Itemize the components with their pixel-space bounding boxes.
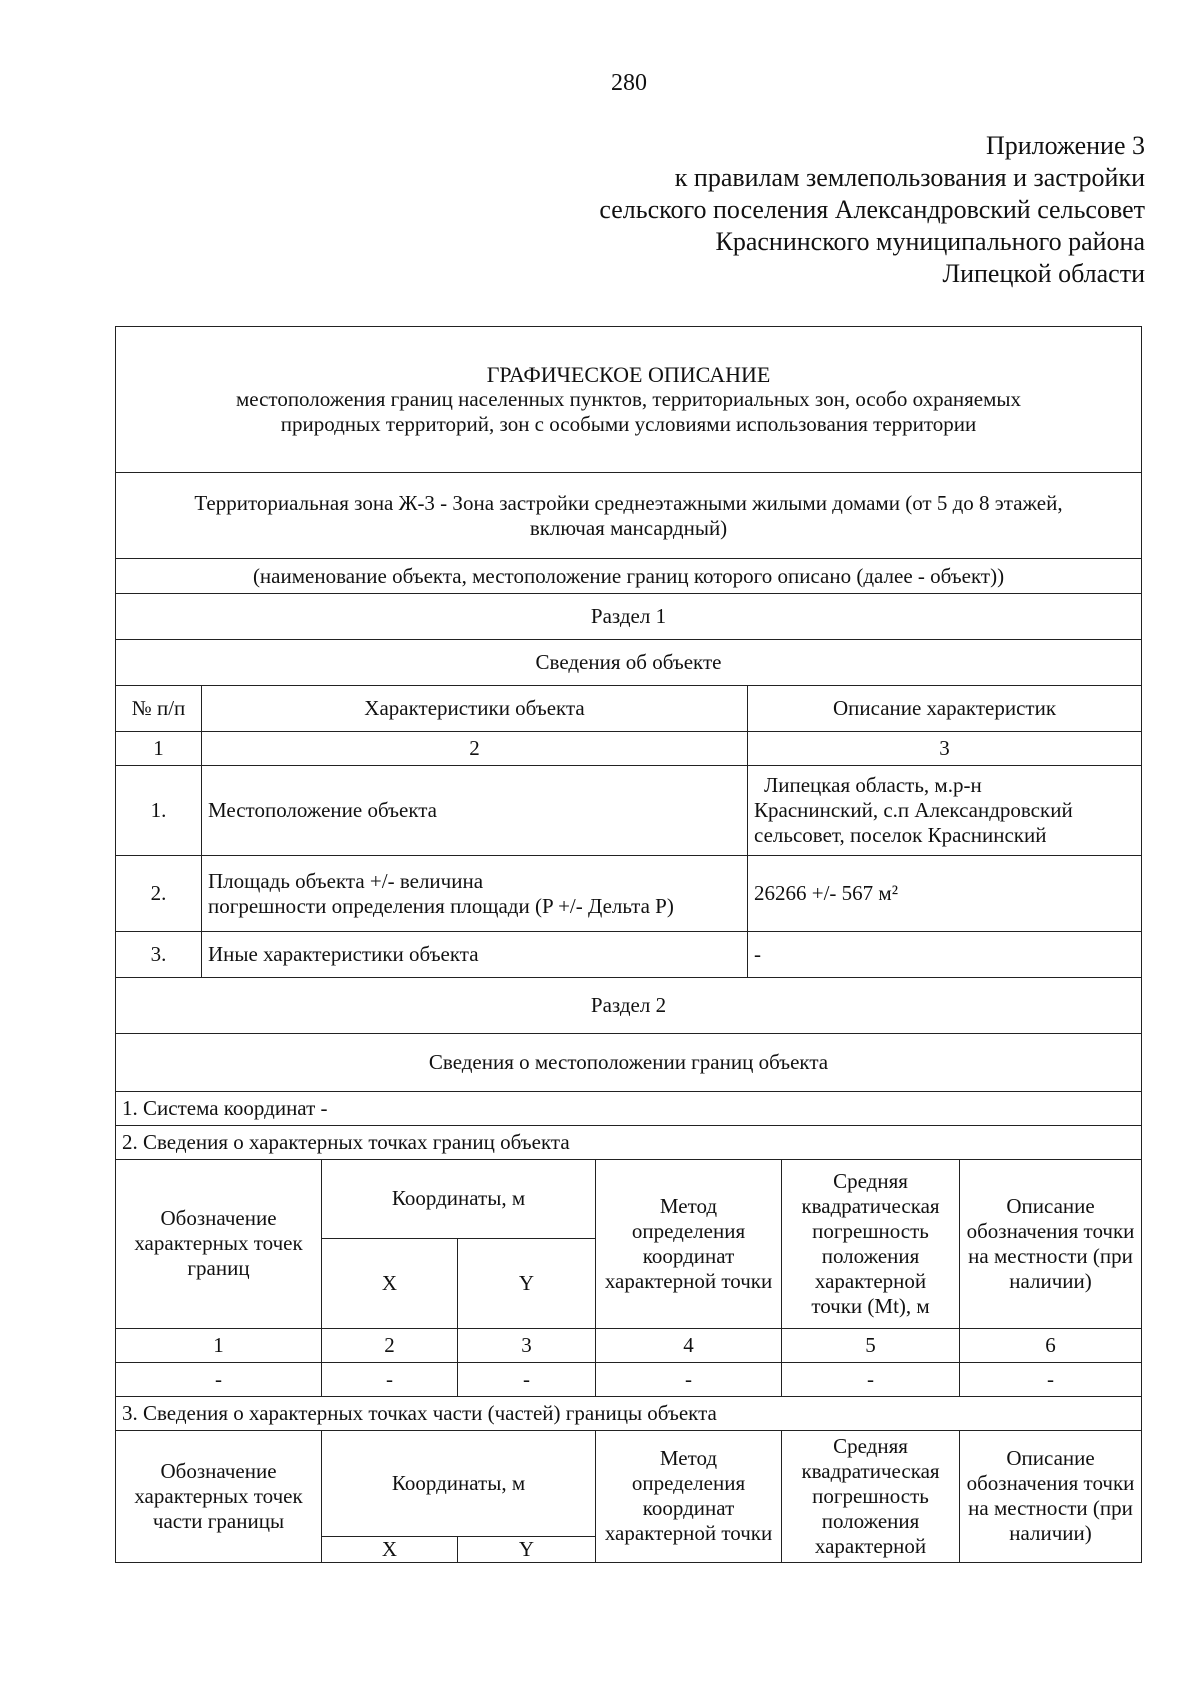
header-y: Y bbox=[458, 1238, 596, 1328]
coord-system: 1. Система координат - bbox=[116, 1092, 1142, 1126]
row-num: 1. bbox=[116, 766, 202, 856]
row-num: 3. bbox=[116, 932, 202, 978]
description-line: Липецкая область, м.р-н bbox=[764, 773, 982, 797]
part-header-method: Метод определения координат характерной точки bbox=[596, 1430, 782, 1562]
row-num: 2. bbox=[116, 856, 202, 932]
header-method: Метод определения координат характерной точки bbox=[596, 1160, 782, 1328]
table-row bbox=[116, 932, 1142, 978]
part-title: 3. Сведения о характерных точках части (частей) границы объекта bbox=[116, 1396, 1142, 1430]
table-row bbox=[116, 1362, 1142, 1396]
object-name-line-1: Территориальная зона Ж-3 - Зона застройки среднеэтажными жилыми домами (от 5 до 8 этажей, bbox=[194, 490, 1063, 515]
description-line: Краснинский, с.п Александровский bbox=[754, 798, 1073, 822]
section1-title: Раздел 1 bbox=[116, 594, 1142, 640]
cell: - bbox=[596, 1362, 782, 1396]
row-characteristic bbox=[202, 856, 748, 932]
points-title: 2. Сведения о характерных точках границ объекта bbox=[116, 1126, 1142, 1160]
part-header-designation: Обозначение характерных точек части границы bbox=[116, 1430, 322, 1562]
header-subtitle-1: местоположения границ населенных пунктов, территориальных зон, особо охраняемых bbox=[235, 387, 1022, 411]
appendix-line: сельского поселения Александровский сельсовет bbox=[599, 195, 1145, 224]
col-number: 1 bbox=[116, 732, 202, 766]
part-header-x: X bbox=[322, 1536, 458, 1562]
header-coords: Координаты, м bbox=[322, 1160, 596, 1238]
object-name-line-2: включая мансардный) bbox=[529, 515, 728, 540]
section2-subtitle: Сведения о местоположении границ объекта bbox=[116, 1034, 1142, 1092]
header-subtitle-2: природных территорий, зон с особыми условиями использования территории bbox=[280, 412, 977, 436]
header-cell bbox=[116, 327, 1142, 473]
cell: - bbox=[116, 1362, 322, 1396]
part-header-y: Y bbox=[458, 1536, 596, 1562]
cell: - bbox=[322, 1362, 458, 1396]
row-description: - bbox=[748, 932, 1142, 978]
characteristic-line: Площадь объекта +/- величина bbox=[208, 868, 484, 893]
part-header-description: Описание обозначения точки на местности (при наличии) bbox=[960, 1430, 1142, 1562]
col-number: 6 bbox=[960, 1328, 1142, 1362]
header-title: ГРАФИЧЕСКОЕ ОПИСАНИЕ bbox=[486, 362, 771, 387]
section2-title: Раздел 2 bbox=[116, 978, 1142, 1034]
row-characteristic: Иные характеристики объекта bbox=[202, 932, 748, 978]
cell: - bbox=[960, 1362, 1142, 1396]
header-x: X bbox=[322, 1238, 458, 1328]
col-number: 2 bbox=[322, 1328, 458, 1362]
col-header-description: Описание характеристик bbox=[748, 686, 1142, 732]
part-header-error: Средняя квадратическая погрешность положения характерной bbox=[782, 1430, 960, 1562]
page-number: 280 bbox=[611, 70, 647, 96]
cell: - bbox=[782, 1362, 960, 1396]
object-name-cell bbox=[116, 473, 1142, 559]
col-number: 2 bbox=[202, 732, 748, 766]
table-row bbox=[116, 766, 1142, 856]
col-header-characteristics: Характеристики объекта bbox=[202, 686, 748, 732]
appendix-line: Липецкой области bbox=[942, 259, 1145, 288]
row-description bbox=[748, 766, 1142, 856]
header-description: Описание обозначения точки на местности (при наличии) bbox=[960, 1160, 1142, 1328]
points-table bbox=[115, 1160, 1142, 1563]
cell: - bbox=[458, 1362, 596, 1396]
row-description: 26266 +/- 567 м² bbox=[748, 856, 1142, 932]
form-frame bbox=[115, 326, 1141, 1563]
row-characteristic: Местоположение объекта bbox=[202, 766, 748, 856]
header-designation: Обозначение характерных точек границ bbox=[116, 1160, 322, 1328]
part-header-coords: Координаты, м bbox=[322, 1430, 596, 1536]
object-caption: (наименование объекта, местоположение границ которого описано (далее - объект)) bbox=[116, 559, 1142, 594]
appendix-block bbox=[599, 130, 1145, 290]
section1-table bbox=[115, 326, 1142, 1160]
appendix-line: Краснинского муниципального района bbox=[715, 227, 1145, 256]
description-line: сельсовет, поселок Краснинский bbox=[754, 823, 1047, 847]
col-header-num: № п/п bbox=[116, 686, 202, 732]
table-row bbox=[116, 856, 1142, 932]
col-number: 1 bbox=[116, 1328, 322, 1362]
section1-subtitle: Сведения об объекте bbox=[116, 640, 1142, 686]
col-number: 4 bbox=[596, 1328, 782, 1362]
characteristic-line: погрешности определения площади (P +/- Дельта P) bbox=[208, 893, 674, 918]
col-number: 5 bbox=[782, 1328, 960, 1362]
col-number: 3 bbox=[458, 1328, 596, 1362]
appendix-line: к правилам землепользования и застройки bbox=[674, 163, 1145, 192]
col-number: 3 bbox=[748, 732, 1142, 766]
appendix-line: Приложение 3 bbox=[985, 131, 1145, 160]
header-error: Средняя квадратическая погрешность положения характерной точки (Mt), м bbox=[782, 1160, 960, 1328]
